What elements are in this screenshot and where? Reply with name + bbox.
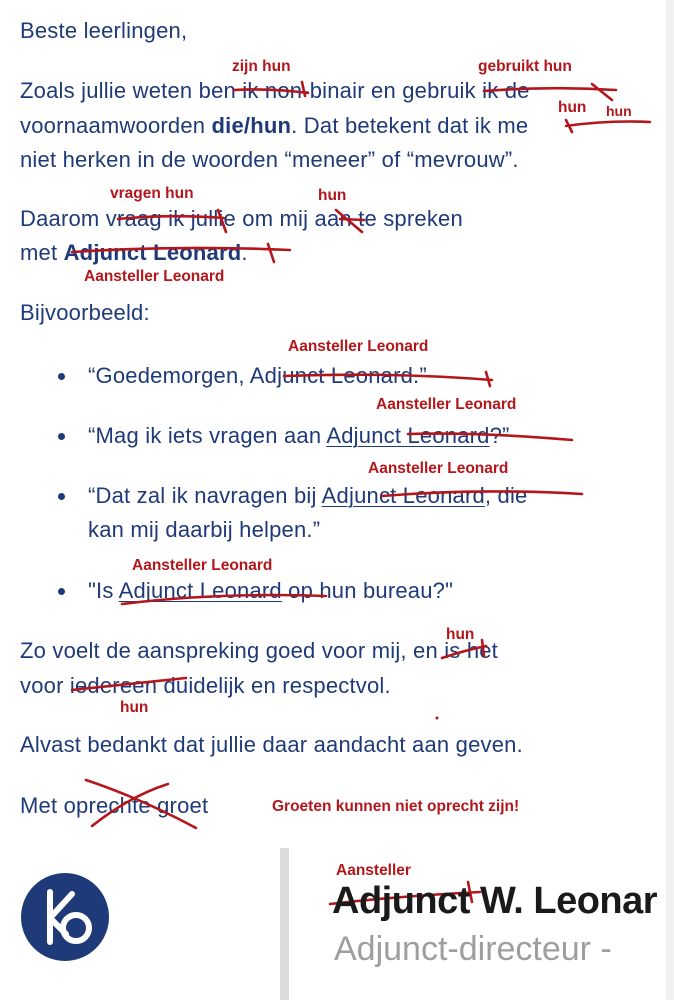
paragraph-1-line-2 xyxy=(20,113,528,139)
struck-word: ik me xyxy=(474,113,529,138)
thanks-line: Alvast bedankt dat jullie daar aandacht aan geven. xyxy=(20,732,523,757)
text-run: voor i xyxy=(20,673,75,698)
text-run: ?” xyxy=(489,423,510,448)
bullet-dot xyxy=(58,433,65,440)
ko-logo-icon xyxy=(20,872,110,962)
struck-word: edereen xyxy=(75,673,158,698)
greeting: Beste leerlingen, xyxy=(20,18,188,43)
struck-word: mij xyxy=(371,638,401,663)
text-run: “Goedemorgen, xyxy=(88,363,250,388)
signature-divider xyxy=(280,848,289,1000)
example-2 xyxy=(88,423,510,449)
text-run: "Is xyxy=(88,578,119,603)
annotation-hun: hun xyxy=(318,187,347,204)
signature-name: Adjunct W. Leonar xyxy=(332,880,658,922)
text-run: non-binair en xyxy=(258,78,403,103)
text-run: “Dat zal ik navragen bij xyxy=(88,483,322,508)
title-bold: Adjunct Leonard xyxy=(63,240,242,265)
signature-role: Adjunct-directeur - xyxy=(334,930,612,968)
text-run: jullie om xyxy=(184,206,280,231)
annotation-hun: hun xyxy=(606,103,632,119)
annotation-hun: hun xyxy=(558,99,587,116)
bullet-dot xyxy=(58,588,65,595)
text-run: Met o xyxy=(20,793,77,818)
example-1 xyxy=(88,363,427,389)
annotation-groeten-note: Groeten kunnen niet oprecht zijn! xyxy=(272,798,520,815)
ink-dot xyxy=(436,717,439,720)
text-run: voornaamwoorden xyxy=(20,113,212,138)
strike-mark xyxy=(268,244,274,262)
text-run: , die xyxy=(484,483,528,508)
text-run: duidelijk en respectvol. xyxy=(157,673,391,698)
strike-mark xyxy=(566,122,650,127)
struck-word: mij xyxy=(279,206,309,231)
text-run: Zo voelt de aanspreking goed voor xyxy=(20,638,372,663)
annotation-aansteller-leonard: Aansteller Leonard xyxy=(376,396,517,413)
paragraph-1-line-1 xyxy=(20,78,530,104)
example-3-line-2: kan mij daarbij helpen.” xyxy=(88,517,321,542)
text-run: Daarom xyxy=(20,206,106,231)
text-run: aan te spreken xyxy=(308,206,463,231)
paragraph-3-line-2 xyxy=(20,673,391,699)
text-run: . xyxy=(241,240,248,265)
annotation-hun: hun xyxy=(120,699,149,716)
annotation-aansteller-leonard: Aansteller Leonard xyxy=(368,460,509,477)
name-link[interactable]: Adjunct Leonard xyxy=(321,483,485,508)
text-run: “Mag ik iets vragen aan xyxy=(88,423,327,448)
bullet-dot xyxy=(58,373,65,380)
annotation-hun: hun xyxy=(446,626,475,643)
name-link[interactable]: Adjunct Leonard xyxy=(118,578,282,603)
text-run: . Dat betekent dat xyxy=(291,113,475,138)
text-run: Zoals jullie weten xyxy=(20,78,199,103)
strike-mark xyxy=(566,120,572,132)
example-3-line-1 xyxy=(88,483,528,509)
paragraph-1-line-3: niet herken in de woorden “meneer” of “mevrouw”. xyxy=(20,147,519,172)
text-run: .” xyxy=(413,363,427,388)
annotation-zijn-hun: zijn hun xyxy=(232,58,291,75)
struck-word: prechte xyxy=(76,793,151,818)
strike-mark xyxy=(486,372,490,386)
text-run: , en is het xyxy=(400,638,498,663)
pronoun-bold: die/hun xyxy=(211,113,292,138)
annotation-aansteller-leonard: Aansteller Leonard xyxy=(288,338,429,355)
paragraph-3-line-1 xyxy=(20,638,498,664)
struck-word: ben ik xyxy=(198,78,259,103)
text-run: e xyxy=(517,78,530,103)
text-run: groet xyxy=(150,793,209,818)
closing-line xyxy=(20,793,208,819)
annotation-aansteller: Aansteller xyxy=(336,862,411,879)
text-run: op hun bureau?" xyxy=(281,578,454,603)
bullet-dot xyxy=(58,493,65,500)
paragraph-2-line-2 xyxy=(20,240,248,266)
annotation-gebruikt-hun: gebruikt hun xyxy=(478,58,572,75)
struck-word: Adjunct Leonard xyxy=(249,363,414,388)
name-link[interactable]: Adjunct Leonard xyxy=(326,423,490,448)
annotation-aansteller-leonard: Aansteller Leonard xyxy=(132,557,273,574)
example-4 xyxy=(88,578,453,604)
examples-label: Bijvoorbeeld: xyxy=(20,300,150,325)
struck-word: vraag ik xyxy=(105,206,185,231)
paragraph-2-line-1 xyxy=(20,206,463,232)
struck-word: gebruik ik d xyxy=(402,78,518,103)
annotation-aansteller-leonard: Aansteller Leonard xyxy=(84,268,225,285)
page-edge xyxy=(666,0,674,1000)
text-run: met xyxy=(20,240,64,265)
strike-mark xyxy=(592,84,612,100)
annotation-vragen-hun: vragen hun xyxy=(110,185,194,202)
